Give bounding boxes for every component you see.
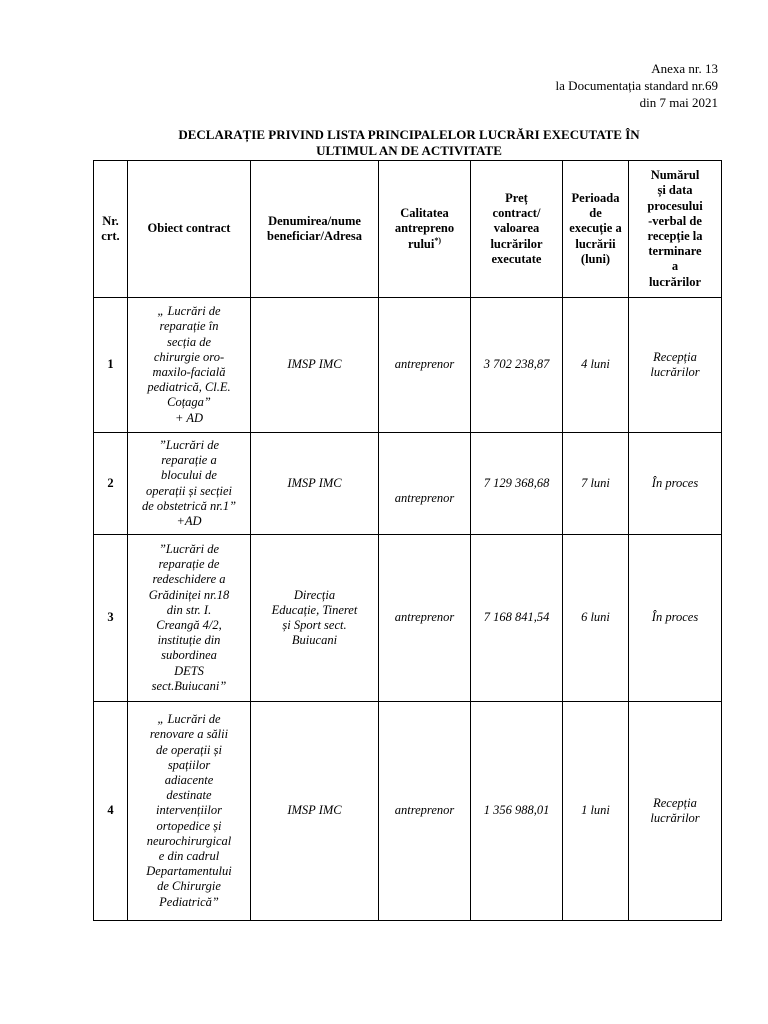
row-3-proces: În proces [629,535,722,702]
row-2-obiect: ”Lucrări de reparație a blocului de operații și secției de obstetrică nr.1” +AD [128,433,251,535]
row-1-pret: 3 702 238,87 [471,298,563,433]
header-proces-verbal: Numărul și data procesului -verbal de recepție la terminare a lucrărilor [629,161,722,298]
header-nr: Nr. crt. [94,161,128,298]
footnote-marker: *) [434,235,442,245]
row-3-obiect: ”Lucrări de reparație de redeschidere a Grădiniței nr.18 din str. I. Creangă 4/2, instituție din subordinea DETS sect.Buiucani” [128,535,251,702]
row-3-perioada: 6 luni [563,535,629,702]
title-line-1: DECLARAȚIE PRIVIND LISTA PRINCIPALELOR LUCRĂRI EXECUTATE ÎN [178,127,640,142]
annex-reference [556,60,718,111]
row-2-perioada: 7 luni [563,433,629,535]
row-4-obiect: „ Lucrări de renovare a sălii de operații și spațiilor adiacente destinate intervențiilor ortopedice și neurochirurgical e din cadrul Departamentului de Chirurgie Pediatrică” [128,702,251,921]
row-1-obiect: „ Lucrări de reparație în secția de chirurgie oro- maxilo-facială pediatrică, Cl.E. Coțaga” + AD [128,298,251,433]
title-line-2: ULTIMUL AN DE ACTIVITATE [316,143,502,158]
row-4-nr: 4 [94,702,128,921]
row-4-proces: Recepția lucrărilor [629,702,722,921]
row-1-nr: 1 [94,298,128,433]
row-2-beneficiar: IMSP IMC [251,433,379,535]
header-pret: Preț contract/ valoarea lucrărilor executate [471,161,563,298]
row-3-calitate: antreprenor [379,535,471,702]
annex-line-2: la Documentația standard nr.69 [555,78,718,93]
table-header-row [94,161,722,298]
table-row [94,298,722,433]
annex-line-3: din 7 mai 2021 [639,95,718,110]
row-4-pret: 1 356 988,01 [471,702,563,921]
header-perioada: Perioada de execuție a lucrării (luni) [563,161,629,298]
table-row [94,433,722,535]
row-1-beneficiar: IMSP IMC [251,298,379,433]
row-2-proces: În proces [629,433,722,535]
header-obiect: Obiect contract [128,161,251,298]
row-4-perioada: 1 luni [563,702,629,921]
row-2-calitate: antreprenor [379,433,471,535]
row-3-pret: 7 168 841,54 [471,535,563,702]
row-3-nr: 3 [94,535,128,702]
row-2-pret: 7 129 368,68 [471,433,563,535]
row-2-nr: 2 [94,433,128,535]
header-calitate: Calitatea antrepreno rului*) [379,161,471,298]
row-4-calitate: antreprenor [379,702,471,921]
row-1-proces: Recepția lucrărilor [629,298,722,433]
row-3-beneficiar: Direcția Educație, Tineret și Sport sect. Buiucani [251,535,379,702]
table-row [94,535,722,702]
table-row [94,702,722,921]
row-1-perioada: 4 luni [563,298,629,433]
row-1-calitate: antreprenor [379,298,471,433]
row-4-beneficiar: IMSP IMC [251,702,379,921]
annex-line-1: Anexa nr. 13 [651,61,718,76]
works-table [93,160,722,921]
document-title [94,127,724,159]
header-beneficiar: Denumirea/nume beneficiar/Adresa [251,161,379,298]
